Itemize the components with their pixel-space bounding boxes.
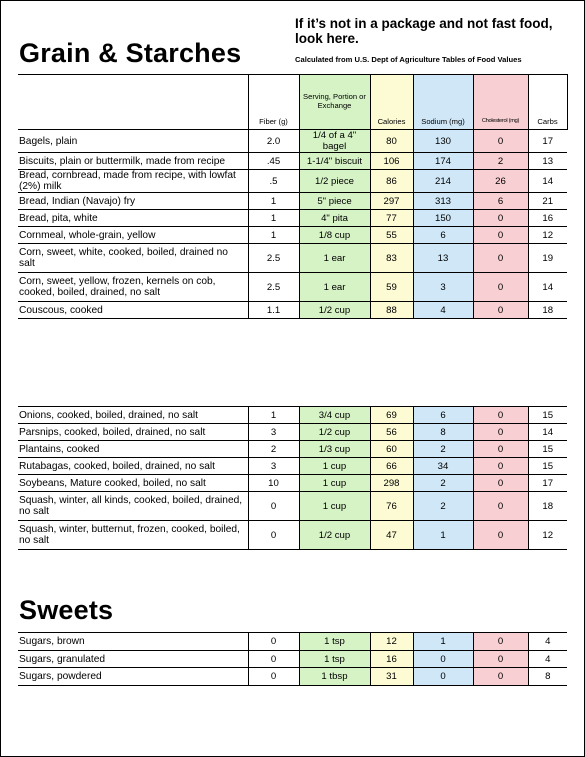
fiber-value: 0 — [248, 651, 299, 668]
cholesterol-value: 6 — [473, 193, 528, 210]
food-name: Squash, winter, butternut, frozen, cooked, boiled, no salt — [18, 521, 248, 550]
serving-value: 1 tsp — [299, 633, 370, 651]
table-row — [18, 668, 567, 686]
grain-table — [18, 74, 568, 319]
serving-value: 4" pita — [299, 210, 370, 227]
serving-value: 1-1/4" biscuit — [299, 153, 370, 170]
calories-value: 83 — [370, 244, 413, 273]
fiber-value: 1 — [248, 193, 299, 210]
calories-value: 31 — [370, 668, 413, 686]
food-name: Sugars, powdered — [18, 668, 248, 686]
fiber-value: 2.5 — [248, 273, 299, 302]
serving-value: 1 cup — [299, 475, 370, 492]
serving-value: 1 ear — [299, 273, 370, 302]
serving-value: 1/2 cup — [299, 521, 370, 550]
carbs-value: 21 — [528, 193, 567, 210]
sodium-value: 2 — [413, 475, 473, 492]
cholesterol-value: 0 — [473, 407, 528, 424]
header-carbs: Carbs — [528, 75, 567, 130]
sodium-value: 3 — [413, 273, 473, 302]
food-name: Corn, sweet, yellow, frozen, kernels on cob, cooked, boiled, drained, no salt — [18, 273, 248, 302]
calories-value: 56 — [370, 424, 413, 441]
serving-value: 1/2 cup — [299, 424, 370, 441]
cholesterol-value: 0 — [473, 244, 528, 273]
sodium-value: 8 — [413, 424, 473, 441]
food-name: Bread, pita, white — [18, 210, 248, 227]
carbs-value: 4 — [528, 651, 567, 668]
serving-value: 1/4 of a 4" bagel — [299, 130, 370, 153]
serving-value: 1/3 cup — [299, 441, 370, 458]
carbs-value: 14 — [528, 273, 567, 302]
fiber-value: 0 — [248, 633, 299, 651]
sodium-value: 150 — [413, 210, 473, 227]
carbs-value: 19 — [528, 244, 567, 273]
carbs-value: 17 — [528, 130, 567, 153]
carbs-value: 4 — [528, 633, 567, 651]
carbs-value: 14 — [528, 424, 567, 441]
fiber-value: 0 — [248, 521, 299, 550]
calories-value: 47 — [370, 521, 413, 550]
calories-value: 86 — [370, 170, 413, 193]
fiber-value: 2 — [248, 441, 299, 458]
vegetable-rows — [18, 407, 567, 550]
sodium-value: 0 — [413, 651, 473, 668]
fiber-value: 2.0 — [248, 130, 299, 153]
food-name: Cornmeal, whole-grain, yellow — [18, 227, 248, 244]
calories-value: 12 — [370, 633, 413, 651]
fiber-value: 1 — [248, 210, 299, 227]
food-name: Biscuits, plain or buttermilk, made from recipe — [18, 153, 248, 170]
calories-value: 88 — [370, 302, 413, 319]
header-row — [18, 75, 567, 130]
cholesterol-value: 0 — [473, 441, 528, 458]
table-row — [18, 521, 567, 550]
carbs-value: 15 — [528, 441, 567, 458]
grain-rows — [18, 130, 567, 319]
fiber-value: .45 — [248, 153, 299, 170]
serving-value: 1 cup — [299, 458, 370, 475]
cholesterol-value: 0 — [473, 475, 528, 492]
header-cholesterol: Cholesterol (mg) — [473, 75, 528, 130]
food-name: Bagels, plain — [18, 130, 248, 153]
cholesterol-value: 0 — [473, 210, 528, 227]
food-name: Sugars, brown — [18, 633, 248, 651]
calories-value: 80 — [370, 130, 413, 153]
header-note: If it’s not in a package and not fast food, look here. — [295, 16, 553, 46]
sodium-value: 1 — [413, 521, 473, 550]
sodium-value: 130 — [413, 130, 473, 153]
serving-value: 1 ear — [299, 244, 370, 273]
carbs-value: 8 — [528, 668, 567, 686]
sodium-value: 174 — [413, 153, 473, 170]
cholesterol-value: 0 — [473, 633, 528, 651]
food-name: Parsnips, cooked, boiled, drained, no salt — [18, 424, 248, 441]
table-row — [18, 424, 567, 441]
header-calories: Calories — [370, 75, 413, 130]
carbs-value: 15 — [528, 458, 567, 475]
fiber-value: 3 — [248, 458, 299, 475]
calories-value: 55 — [370, 227, 413, 244]
cholesterol-value: 0 — [473, 651, 528, 668]
food-name: Corn, sweet, white, cooked, boiled, drained no salt — [18, 244, 248, 273]
carbs-value: 15 — [528, 407, 567, 424]
fiber-value: 1 — [248, 227, 299, 244]
table-row — [18, 633, 567, 651]
food-name: Onions, cooked, boiled, drained, no salt — [18, 407, 248, 424]
cholesterol-value: 0 — [473, 130, 528, 153]
serving-value: 1/2 cup — [299, 302, 370, 319]
calories-value: 298 — [370, 475, 413, 492]
table-row — [18, 153, 567, 170]
carbs-value: 18 — [528, 492, 567, 521]
sodium-value: 6 — [413, 227, 473, 244]
cholesterol-value: 2 — [473, 153, 528, 170]
table-row — [18, 210, 567, 227]
calories-value: 66 — [370, 458, 413, 475]
vegetable-table — [18, 406, 567, 550]
header-sodium: Sodium (mg) — [413, 75, 473, 130]
sodium-value: 4 — [413, 302, 473, 319]
header-source: Calculated from U.S. Dept of Agriculture Tables of Food Values — [295, 55, 522, 64]
carbs-value: 14 — [528, 170, 567, 193]
sodium-value: 214 — [413, 170, 473, 193]
table-row — [18, 244, 567, 273]
calories-value: 297 — [370, 193, 413, 210]
cholesterol-value: 0 — [473, 227, 528, 244]
food-name: Rutabagas, cooked, boiled, drained, no salt — [18, 458, 248, 475]
sweets-title: Sweets — [19, 595, 114, 625]
food-name: Plantains, cooked — [18, 441, 248, 458]
table-row — [18, 273, 567, 302]
carbs-value: 16 — [528, 210, 567, 227]
serving-value: 1 cup — [299, 492, 370, 521]
sodium-value: 1 — [413, 633, 473, 651]
calories-value: 106 — [370, 153, 413, 170]
serving-value: 1 tbsp — [299, 668, 370, 686]
cholesterol-value: 0 — [473, 273, 528, 302]
calories-value: 16 — [370, 651, 413, 668]
fiber-value: 1 — [248, 407, 299, 424]
header-fiber: Fiber (g) — [248, 75, 299, 130]
sodium-value: 2 — [413, 492, 473, 521]
header-serving: Serving, Portion or Exchange — [299, 75, 370, 130]
table-row — [18, 302, 567, 319]
food-name: Soybeans, Mature cooked, boiled, no salt — [18, 475, 248, 492]
header-food — [18, 75, 248, 130]
sodium-value: 34 — [413, 458, 473, 475]
carbs-value: 17 — [528, 475, 567, 492]
serving-value: 1/2 piece — [299, 170, 370, 193]
table-row — [18, 441, 567, 458]
carbs-value: 13 — [528, 153, 567, 170]
serving-value: 5" piece — [299, 193, 370, 210]
sweets-rows — [18, 633, 567, 686]
table-row — [18, 193, 567, 210]
serving-value: 1 tsp — [299, 651, 370, 668]
food-name: Sugars, granulated — [18, 651, 248, 668]
food-name: Couscous, cooked — [18, 302, 248, 319]
calories-value: 59 — [370, 273, 413, 302]
cholesterol-value: 0 — [473, 668, 528, 686]
fiber-value: 0 — [248, 668, 299, 686]
fiber-value: 3 — [248, 424, 299, 441]
cholesterol-value: 0 — [473, 458, 528, 475]
food-name: Bread, cornbread, made from recipe, with lowfat (2%) milk — [18, 170, 248, 193]
cholesterol-value: 0 — [473, 424, 528, 441]
calories-value: 60 — [370, 441, 413, 458]
calories-value: 69 — [370, 407, 413, 424]
page-title: Grain & Starches — [19, 38, 242, 68]
calories-value: 77 — [370, 210, 413, 227]
sodium-value: 6 — [413, 407, 473, 424]
carbs-value: 12 — [528, 521, 567, 550]
food-name: Squash, winter, all kinds, cooked, boiled, drained, no salt — [18, 492, 248, 521]
carbs-value: 12 — [528, 227, 567, 244]
table-row — [18, 492, 567, 521]
fiber-value: 0 — [248, 492, 299, 521]
calories-value: 76 — [370, 492, 413, 521]
fiber-value: .5 — [248, 170, 299, 193]
cholesterol-value: 26 — [473, 170, 528, 193]
carbs-value: 18 — [528, 302, 567, 319]
sweets-table — [18, 632, 567, 686]
table-row — [18, 170, 567, 193]
sodium-value: 13 — [413, 244, 473, 273]
table-row — [18, 407, 567, 424]
cholesterol-value: 0 — [473, 302, 528, 319]
cholesterol-value: 0 — [473, 521, 528, 550]
sodium-value: 0 — [413, 668, 473, 686]
fiber-value: 2.5 — [248, 244, 299, 273]
sodium-value: 313 — [413, 193, 473, 210]
fiber-value: 10 — [248, 475, 299, 492]
cholesterol-value: 0 — [473, 492, 528, 521]
table-row — [18, 458, 567, 475]
fiber-value: 1.1 — [248, 302, 299, 319]
table-row — [18, 227, 567, 244]
serving-value: 1/8 cup — [299, 227, 370, 244]
table-row — [18, 130, 567, 153]
sodium-value: 2 — [413, 441, 473, 458]
table-row — [18, 651, 567, 668]
food-name: Bread, Indian (Navajo) fry — [18, 193, 248, 210]
serving-value: 3/4 cup — [299, 407, 370, 424]
table-row — [18, 475, 567, 492]
